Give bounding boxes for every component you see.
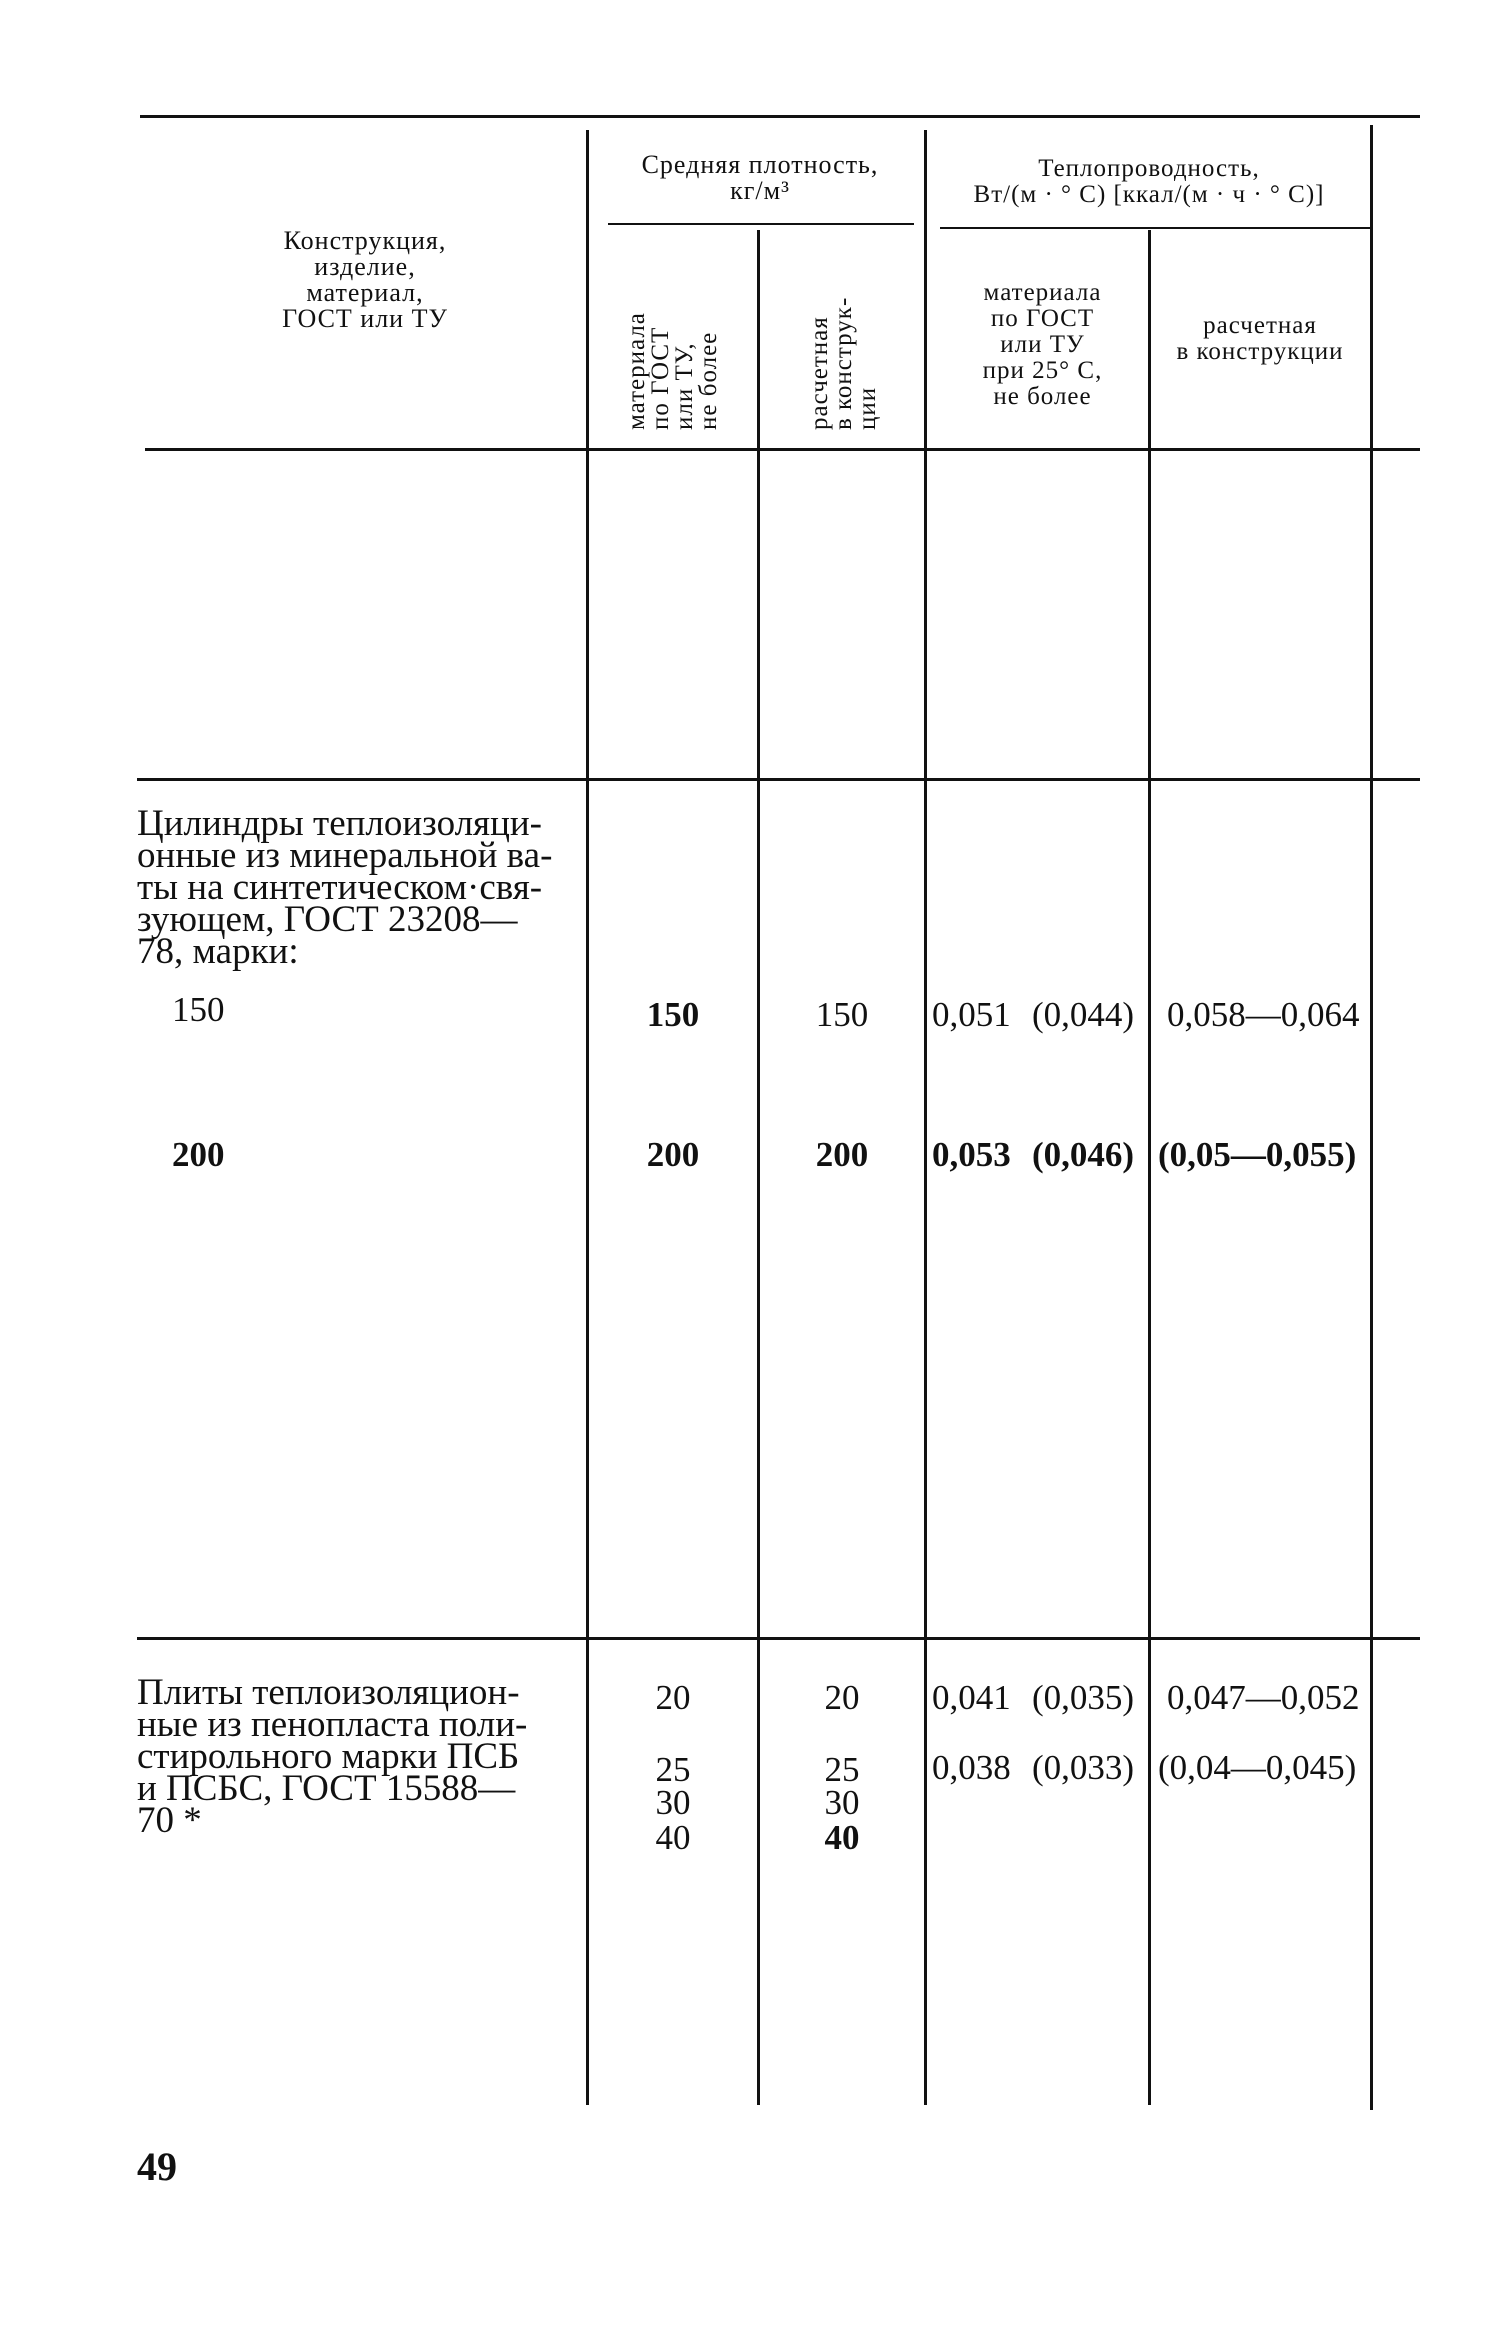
grade-150-density-gost: 150 bbox=[646, 995, 700, 1034]
density-group-rule bbox=[608, 223, 914, 225]
plates-cond-gost-2: 0,038 bbox=[932, 1748, 1011, 1787]
plates-cond-gost-1: 0,041 bbox=[932, 1678, 1011, 1717]
conductivity-group-rule bbox=[940, 227, 1370, 229]
plates-density-gost-20: 20 bbox=[655, 1678, 691, 1717]
description-line: ты на синтетическом·свя- bbox=[137, 867, 543, 908]
grade-150-cond-design: 0,058—0,064 bbox=[1167, 995, 1360, 1034]
header-density-gost: материала по ГОСТ или ТУ, не более bbox=[623, 312, 722, 430]
column-rule-5 bbox=[1370, 125, 1373, 2110]
page-number: 49 bbox=[137, 2144, 177, 2189]
plates-density-design-25: 25 bbox=[824, 1750, 860, 1789]
header-construction: Конструкция, изделие, материал, ГОСТ или ТУ bbox=[282, 226, 448, 333]
column-rule-4 bbox=[1148, 230, 1151, 2105]
plates-cond-gost-kcal-1: (0,035) bbox=[1032, 1678, 1135, 1717]
description-line: Плиты теплоизоляцион- bbox=[137, 1672, 520, 1713]
section-rule-2 bbox=[137, 1637, 1420, 1640]
plates-description bbox=[137, 1672, 567, 1841]
description-line: 78, марки: bbox=[137, 931, 299, 972]
description-line: онные из минеральной ва- bbox=[137, 835, 553, 876]
grade-200-cond-design: (0,05—0,055) bbox=[1158, 1135, 1357, 1174]
section-rule-1 bbox=[137, 778, 1420, 781]
header-conductivity-group: Теплопроводность, Вт/(м · ° С) [ккал/(м · ч · ° С)] bbox=[973, 155, 1325, 208]
header-density-design: расчетная в конструк- ции bbox=[806, 296, 881, 430]
plates-cond-design-1: 0,047—0,052 bbox=[1167, 1678, 1360, 1717]
plates-density-gost-30: 30 bbox=[655, 1783, 691, 1822]
description-line: стирольного марки ПСБ bbox=[137, 1736, 520, 1777]
table-top-rule bbox=[140, 115, 1420, 118]
plates-density-design-20: 20 bbox=[824, 1678, 860, 1717]
description-line: ные из пенопласта поли- bbox=[137, 1704, 528, 1745]
header-density-group: Средняя плотность, кг/м³ bbox=[641, 150, 879, 205]
plates-density-gost-40: 40 bbox=[655, 1818, 691, 1857]
plates-density-design-30: 30 bbox=[824, 1783, 860, 1822]
header-conductivity-gost: материала по ГОСТ или ТУ при 25° С, не более bbox=[982, 279, 1103, 410]
cylinders-description bbox=[137, 803, 582, 972]
grade-200-density-design: 200 bbox=[815, 1135, 869, 1174]
plates-density-gost-25: 25 bbox=[655, 1750, 691, 1789]
grade-200-density-gost: 200 bbox=[646, 1135, 700, 1174]
grade-200-cond-gost: 0,053 bbox=[932, 1135, 1011, 1174]
grade-150-name: 150 bbox=[172, 990, 225, 1029]
description-line: 70 * bbox=[137, 1800, 202, 1841]
column-rule-3 bbox=[924, 130, 927, 2105]
description-line: и ПСБС, ГОСТ 15588— bbox=[137, 1768, 516, 1809]
plates-cond-gost-kcal-2: (0,033) bbox=[1032, 1748, 1135, 1787]
grade-200-name: 200 bbox=[172, 1135, 225, 1174]
grade-200-cond-gost-kcal: (0,046) bbox=[1032, 1135, 1135, 1174]
header-conductivity-design: расчетная в конструкции bbox=[1176, 312, 1344, 365]
grade-150-density-design: 150 bbox=[815, 995, 869, 1034]
plates-cond-design-2: (0,04—0,045) bbox=[1158, 1748, 1357, 1787]
plates-density-design-40: 40 bbox=[824, 1818, 860, 1857]
grade-150-cond-gost-kcal: (0,044) bbox=[1032, 995, 1135, 1034]
grade-150-cond-gost: 0,051 bbox=[932, 995, 1011, 1034]
header-bottom-rule bbox=[145, 448, 1420, 451]
description-line: Цилиндры теплоизоляци- bbox=[137, 803, 542, 844]
description-line: зующем, ГОСТ 23208— bbox=[137, 899, 518, 940]
